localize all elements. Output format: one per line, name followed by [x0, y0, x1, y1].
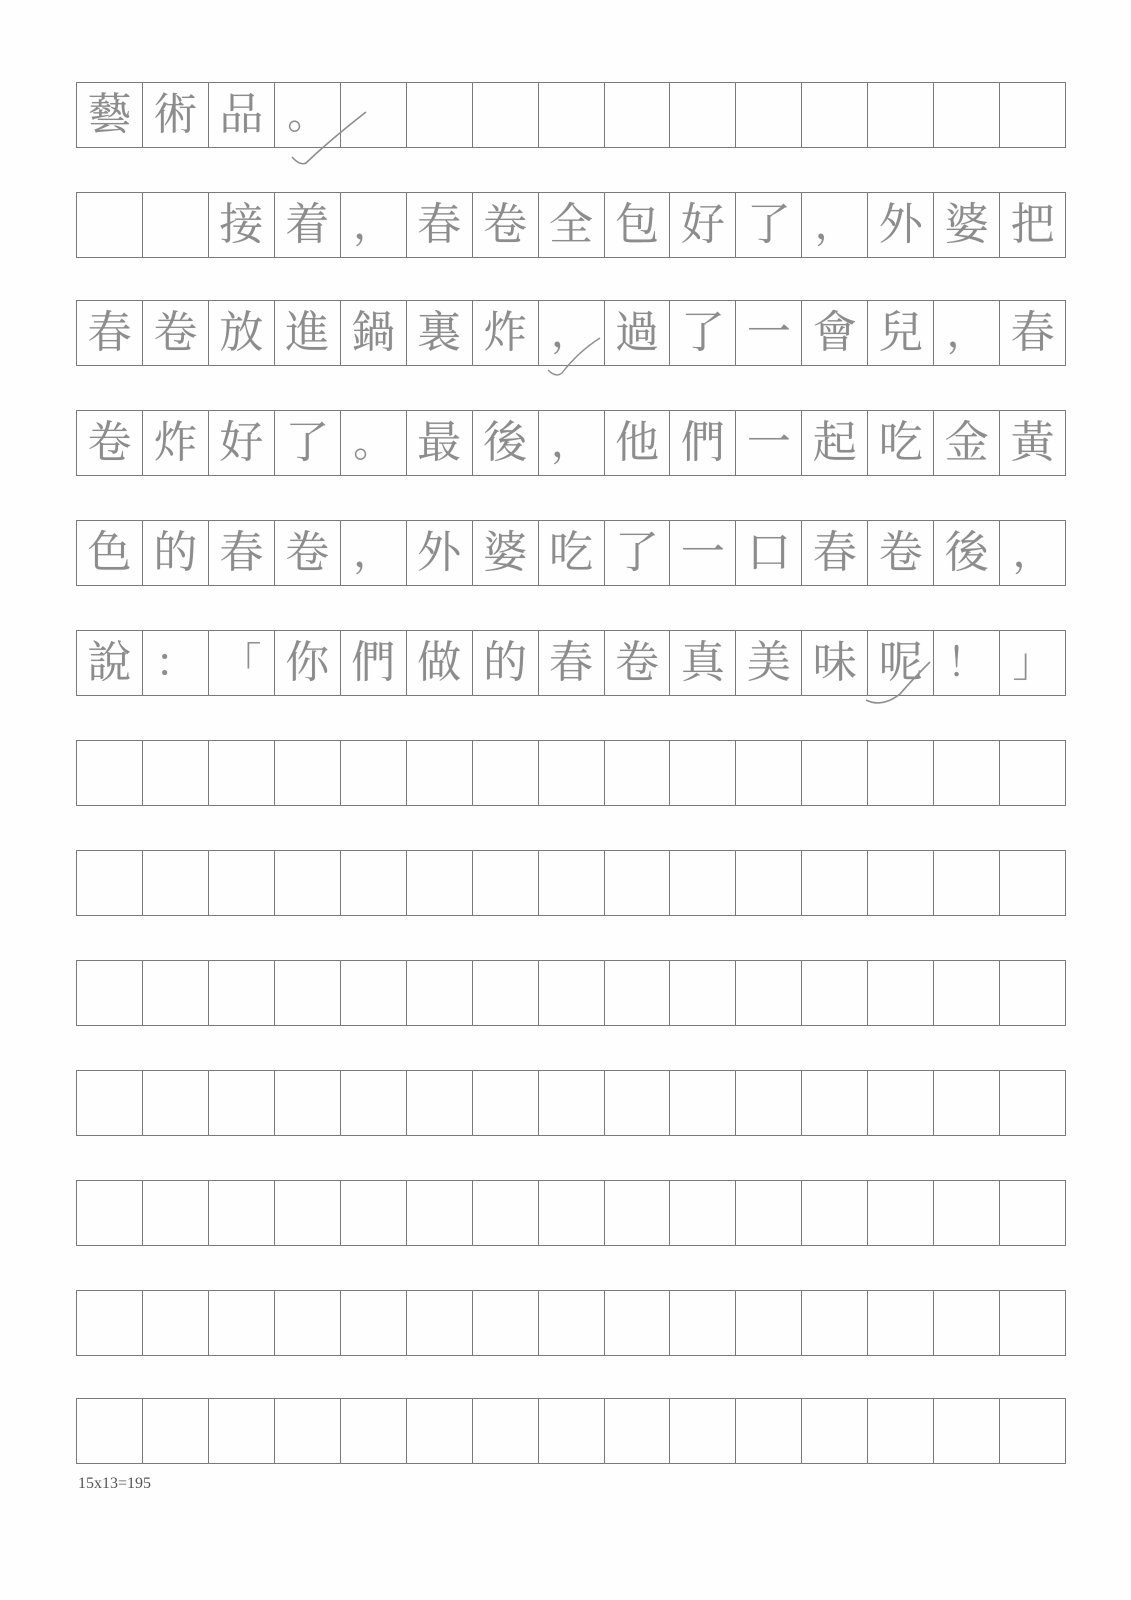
grid-cell: 會 [802, 301, 868, 365]
grid-cell: 春 [802, 521, 868, 585]
grid-cell: 過 [605, 301, 671, 365]
grid-cell: 一 [736, 301, 802, 365]
grid-cell: 包 [605, 193, 671, 257]
grid-cell: ： [143, 631, 209, 695]
grid-cell: 卷 [473, 193, 539, 257]
grid-cell: 接 [209, 193, 275, 257]
grid-cell: 了 [670, 301, 736, 365]
grid-cell: 卷 [143, 301, 209, 365]
tick-mark [548, 338, 600, 375]
grid-cell: 春 [1000, 301, 1066, 365]
grid-cell: 的 [143, 521, 209, 585]
grid-cell: ， [1000, 521, 1066, 585]
grid-cell: 後 [473, 411, 539, 475]
grid-cell: 春 [209, 521, 275, 585]
grid-cell: 」 [1000, 631, 1066, 695]
grid-cell: 鍋 [341, 301, 407, 365]
tick-mark [866, 662, 930, 703]
grid-cell: 卷 [605, 631, 671, 695]
grid-cell: 。 [341, 411, 407, 475]
grid-cell: 起 [802, 411, 868, 475]
grid-cell: 裏 [407, 301, 473, 365]
grid-cell: 好 [209, 411, 275, 475]
grid-cell: 炸 [473, 301, 539, 365]
grid-cell: ， [341, 193, 407, 257]
grid-cell: 真 [670, 631, 736, 695]
grid-cell: 說 [77, 631, 143, 695]
grid-cell: ， [934, 301, 1000, 365]
grid-cell: 「 [209, 631, 275, 695]
grid-cell: 外 [868, 193, 934, 257]
grid-cell: 放 [209, 301, 275, 365]
grid-cell: 吃 [868, 411, 934, 475]
grid-cell: 他 [605, 411, 671, 475]
grid-cell: ！ [934, 631, 1000, 695]
grid-cell: ， [539, 411, 605, 475]
grid-cell: 兒 [868, 301, 934, 365]
grid-cell: 口 [736, 521, 802, 585]
tick-mark [292, 112, 366, 164]
grid-cell: 做 [407, 631, 473, 695]
grid-cell: 婆 [934, 193, 1000, 257]
grid-cell: 的 [473, 631, 539, 695]
grid-cell: 們 [670, 411, 736, 475]
grid-cell: 術 [143, 83, 209, 147]
grid-cell: 黃 [1000, 411, 1066, 475]
grid-cell: 呢 [868, 631, 934, 695]
grid-cell: 一 [736, 411, 802, 475]
grid-cell: 一 [670, 521, 736, 585]
grid-cell: 好 [670, 193, 736, 257]
grid-cell: 後 [934, 521, 1000, 585]
grid-cell: ， [802, 193, 868, 257]
grid-cell: 美 [736, 631, 802, 695]
grid-cell: 春 [77, 301, 143, 365]
grid-cell: 了 [275, 411, 341, 475]
grid-cell: 進 [275, 301, 341, 365]
grid-cell: 金 [934, 411, 1000, 475]
grid-cell: 炸 [143, 411, 209, 475]
grid-cell: ， [341, 521, 407, 585]
grid-cell: 吃 [539, 521, 605, 585]
grid-cell: 全 [539, 193, 605, 257]
grid-cell: 着 [275, 193, 341, 257]
grid-cell: 外 [407, 521, 473, 585]
grid-cell: 了 [736, 193, 802, 257]
grid-cell: ， [539, 301, 605, 365]
grid-cell: 色 [77, 521, 143, 585]
grid-cell: 最 [407, 411, 473, 475]
grid-cell: 春 [539, 631, 605, 695]
grid-count-note: 15x13=195 [78, 1475, 152, 1492]
grid-cell: 們 [341, 631, 407, 695]
grid-cell: 卷 [77, 411, 143, 475]
grid-cell: 了 [605, 521, 671, 585]
grid-cell: 春 [407, 193, 473, 257]
grid-cell: 藝 [77, 83, 143, 147]
grid-cell: 把 [1000, 193, 1066, 257]
grid-cell: 味 [802, 631, 868, 695]
grid-cell: 品 [209, 83, 275, 147]
grid-cell: 婆 [473, 521, 539, 585]
grid-cell: 卷 [868, 521, 934, 585]
grid-cell: 。 [275, 83, 341, 147]
grid-cell: 你 [275, 631, 341, 695]
grid-cell: 卷 [275, 521, 341, 585]
